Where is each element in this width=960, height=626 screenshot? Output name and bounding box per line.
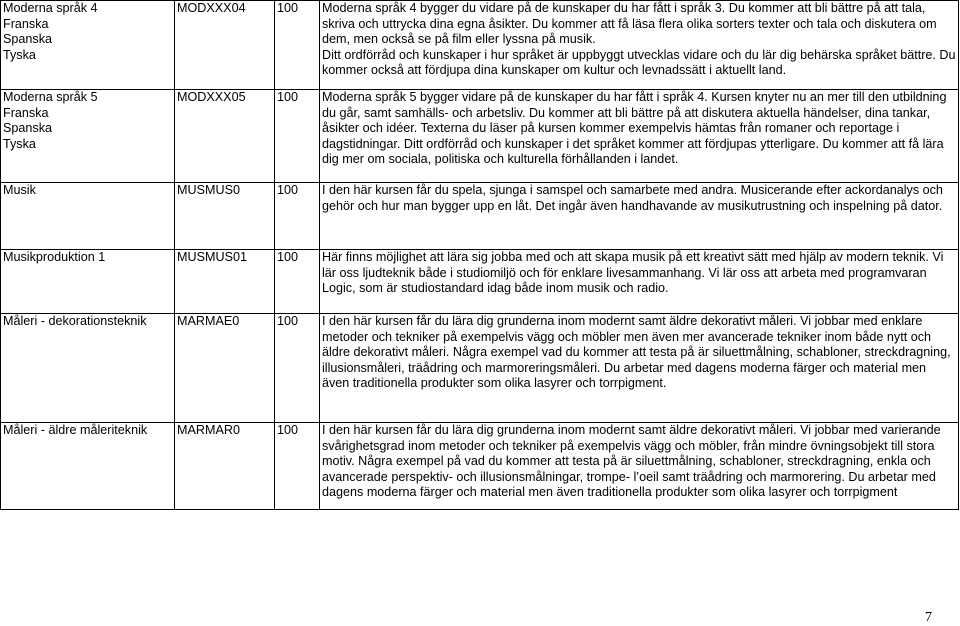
course-code: MARMAR0 — [175, 423, 275, 510]
course-code: MUSMUS0 — [175, 183, 275, 250]
course-points: 100 — [275, 1, 320, 90]
course-name: Måleri - dekorationsteknik — [3, 314, 147, 328]
language-option: Spanska — [3, 32, 53, 46]
course-description — [320, 183, 959, 250]
language-option: Tyska — [3, 136, 36, 151]
course-name: Musik — [3, 183, 36, 197]
table-row — [1, 90, 959, 183]
table-row — [1, 250, 959, 314]
course-name: Måleri - äldre måleriteknik — [3, 423, 148, 437]
course-points: 100 — [275, 250, 320, 314]
course-name: Musikproduktion 1 — [3, 250, 106, 264]
description-paragraph: Moderna språk 4 bygger du vidare på de kunskaper du har fått i språk 3. Du kommer att bli bättre på att tala, skriva och uttrycka dina egna åsikter. Du kommer att få läsa flera olika sorters texter och tala och diskutera om dem, men också se på film eller lyssna på musik. — [322, 1, 937, 46]
page-number: 7 — [925, 610, 932, 625]
language-option: Franska — [3, 105, 49, 120]
course-description — [320, 314, 959, 423]
course-code: MARMAE0 — [175, 314, 275, 423]
course-code: MODXXX05 — [175, 90, 275, 183]
language-option: Franska — [3, 16, 49, 31]
course-name-cell — [1, 183, 175, 250]
course-name: Moderna språk 5 — [3, 90, 98, 104]
course-description — [320, 250, 959, 314]
course-description — [320, 423, 959, 510]
course-name-cell — [1, 1, 175, 90]
description-paragraph: Här finns möjlighet att lära sig jobba med och att skapa musik på ett kreativt sätt med hjälp av modern teknik. Vi lär oss ljudteknik både i studiomiljö och för enklare livesammanhang. Vi lär oss att arbeta med programvaran Logic, som är studiostandard idag både inom musik och radio. — [322, 250, 944, 295]
table-row — [1, 183, 959, 250]
description-paragraph: I den här kursen får du lära dig grunderna inom modernt samt äldre dekorativt måleri. Vi jobbar med enklare metoder och tekniker på exempelvis vägg och möbler men även mer avancerade tekniker inom både nytt och äldre dekorativt måleri. Några exempel vad du kommer att testa på är siluettmålning, schabloner, streckdragning, illusionsmåleri, träådring och marmoreringsmåleri. Du arbetar med dagens moderna färger och material men även traditionella produkter som olika lasyrer och torrpigment. — [322, 314, 951, 390]
description-paragraph: I den här kursen får du lära dig grunderna inom modernt samt äldre dekorativt måleri. Vi jobbar med varierande svårighetsgrad inom metoder och tekniker på exempelvis vägg och möbler, från mindre övningsobjekt till stora motiv. Några exempel på vad du kommer att testa på är siluettmålning, schabloner, streckdragning, enkla och avancerade perspektiv- och illusionsmålningar, trompe- l’oeil samt träådring och marmorering. Du arbetar med dagens moderna färger och material men även traditionella produkter som olika lasyrer och torrpigment — [322, 423, 941, 499]
course-code: MODXXX04 — [175, 1, 275, 90]
course-name-cell — [1, 423, 175, 510]
description-paragraph: I den här kursen får du spela, sjunga i samspel och samarbete med andra. Musicerande efter ackordanalys och gehör och hur man bygger upp en låt. Det ingår även handhavande av musikutrustning och inspelning på dator. — [322, 183, 943, 213]
course-name-cell — [1, 250, 175, 314]
table-row — [1, 1, 959, 90]
course-name-cell — [1, 314, 175, 423]
course-points: 100 — [275, 183, 320, 250]
description-paragraph: Ditt ordförråd och kunskaper i hur språket är uppbyggt utvecklas vidare och du lär dig behärska språket bättre. Du kommer också att fördjupa dina kunskaper om kultur och levnadssätt i aktuellt land. — [322, 47, 956, 77]
course-name: Moderna språk 4 — [3, 1, 98, 15]
course-points: 100 — [275, 423, 320, 510]
language-option: Spanska — [3, 121, 53, 135]
course-name-cell — [1, 90, 175, 183]
course-points: 100 — [275, 314, 320, 423]
table-row — [1, 314, 959, 423]
course-description — [320, 90, 959, 183]
course-points: 100 — [275, 90, 320, 183]
description-paragraph: Moderna språk 5 bygger vidare på de kunskaper du har fått i språk 4. Kursen knyter nu an mer till den utbildning du går, samt samhälls- och arbetsliv. Du kommer att bli bättre på att diskutera aktuella händelser, dina tankar, åsikter och idéer. Texterna du läser på kursen kommer exempelvis hämtas från romaner och reportage i dagstidningar. Ditt ordförråd och kunskaper i det språket kommer att fördjupas ytterligare. Du kommer att få lära dig mer om sociala, politiska och kulturella förhållanden i landet. — [322, 90, 947, 166]
course-code: MUSMUS01 — [175, 250, 275, 314]
language-option: Tyska — [3, 47, 36, 62]
course-description — [320, 1, 959, 90]
table-row — [1, 423, 959, 510]
